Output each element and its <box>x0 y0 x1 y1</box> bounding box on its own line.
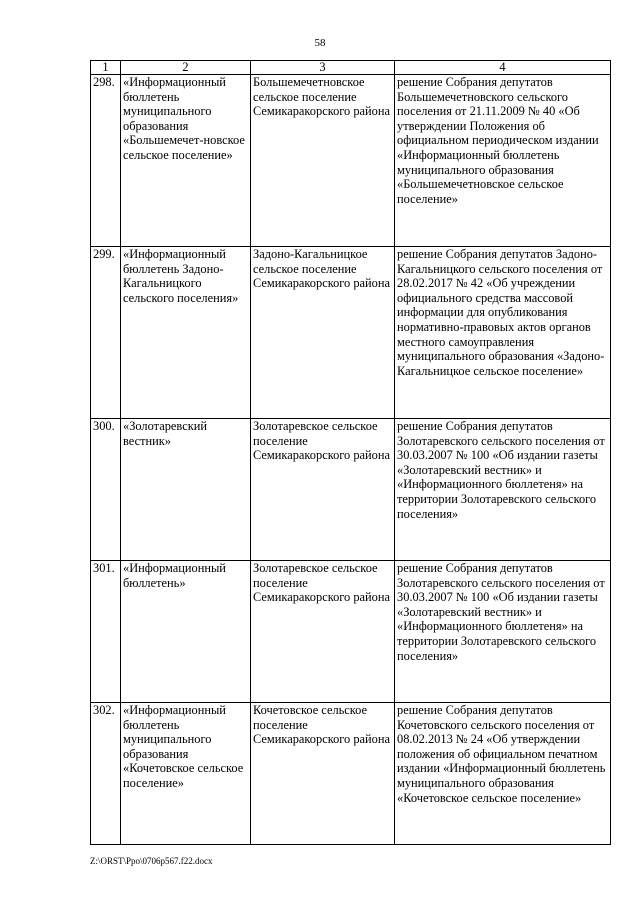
table-row <box>91 561 611 703</box>
decision: решение Собрания депутатов Золотаревского сельского поселения от 30.03.2007 № 100 «Об издании газеты «Золотаревский вестник» и «Информационного бюллетеня» на территории Золотаревского сельского поселения» <box>395 561 611 703</box>
column-header-3: 3 <box>251 61 395 75</box>
publication-name: «Золотаревский вестник» <box>121 419 251 561</box>
registry-table <box>90 60 611 845</box>
row-number: 301. <box>91 561 121 703</box>
table-row <box>91 419 611 561</box>
page-number: 58 <box>314 37 326 49</box>
column-header-1: 1 <box>91 61 121 75</box>
row-number: 298. <box>91 75 121 247</box>
municipality: Золотаревское сельское поселение Семикаракорского района <box>251 419 395 561</box>
decision: решение Собрания депутатов Золотаревского сельского поселения от 30.03.2007 № 100 «Об издании газеты «Золотаревский вестник» и «Информационного бюллетеня» на территории Золотаревского сельского поселения» <box>395 419 611 561</box>
row-number: 299. <box>91 247 121 419</box>
column-header-2: 2 <box>121 61 251 75</box>
decision: решение Собрания депутатов Большемечетновского сельского поселения от 21.11.2009 № 40 «Об утверждении Положения об официальном периодическом издании «Информационный бюллетень муниципального образования «Большемечетновское сельское поселение» <box>395 75 611 247</box>
municipality: Кочетовское сельское поселение Семикаракорского района <box>251 703 395 845</box>
publication-name: «Информационный бюллетень муниципального образования «Кочетовское сельское поселение» <box>121 703 251 845</box>
municipality: Задоно-Кагальницкое сельское поселение Семикаракорского района <box>251 247 395 419</box>
municipality: Большемечетновское сельское поселение Семикаракорского района <box>251 75 395 247</box>
column-header-4: 4 <box>395 61 611 75</box>
publication-name: «Информационный бюллетень муниципального образования «Большемечет-новское сельское поселение» <box>121 75 251 247</box>
file-path-footer: Z:\ORST\Ppo\0706p567.f22.docx <box>90 856 213 866</box>
publication-name: «Информационный бюллетень» <box>121 561 251 703</box>
table-header-row <box>91 61 611 75</box>
table-row <box>91 75 611 247</box>
municipality: Золотаревское сельское поселение Семикаракорского района <box>251 561 395 703</box>
row-number: 300. <box>91 419 121 561</box>
publication-name: «Информационный бюллетень Задоно-Кагальницкого сельского поселения» <box>121 247 251 419</box>
table-row <box>91 247 611 419</box>
row-number: 302. <box>91 703 121 845</box>
decision: решение Собрания депутатов Задоно-Кагальницкого сельского поселения от 28.02.2017 № 42 «Об учреждении официального средства массовой информации для опубликования нормативно-правовых актов органов местного самоуправления муниципального образования «Задоно-Кагальницкое сельское поселение» <box>395 247 611 419</box>
table-row <box>91 703 611 845</box>
decision: решение Собрания депутатов Кочетовского сельского поселения от 08.02.2013 № 24 «Об утверждении положения об официальном печатном издании «Информационный бюллетень муниципального образования «Кочетовское сельское поселение» <box>395 703 611 845</box>
